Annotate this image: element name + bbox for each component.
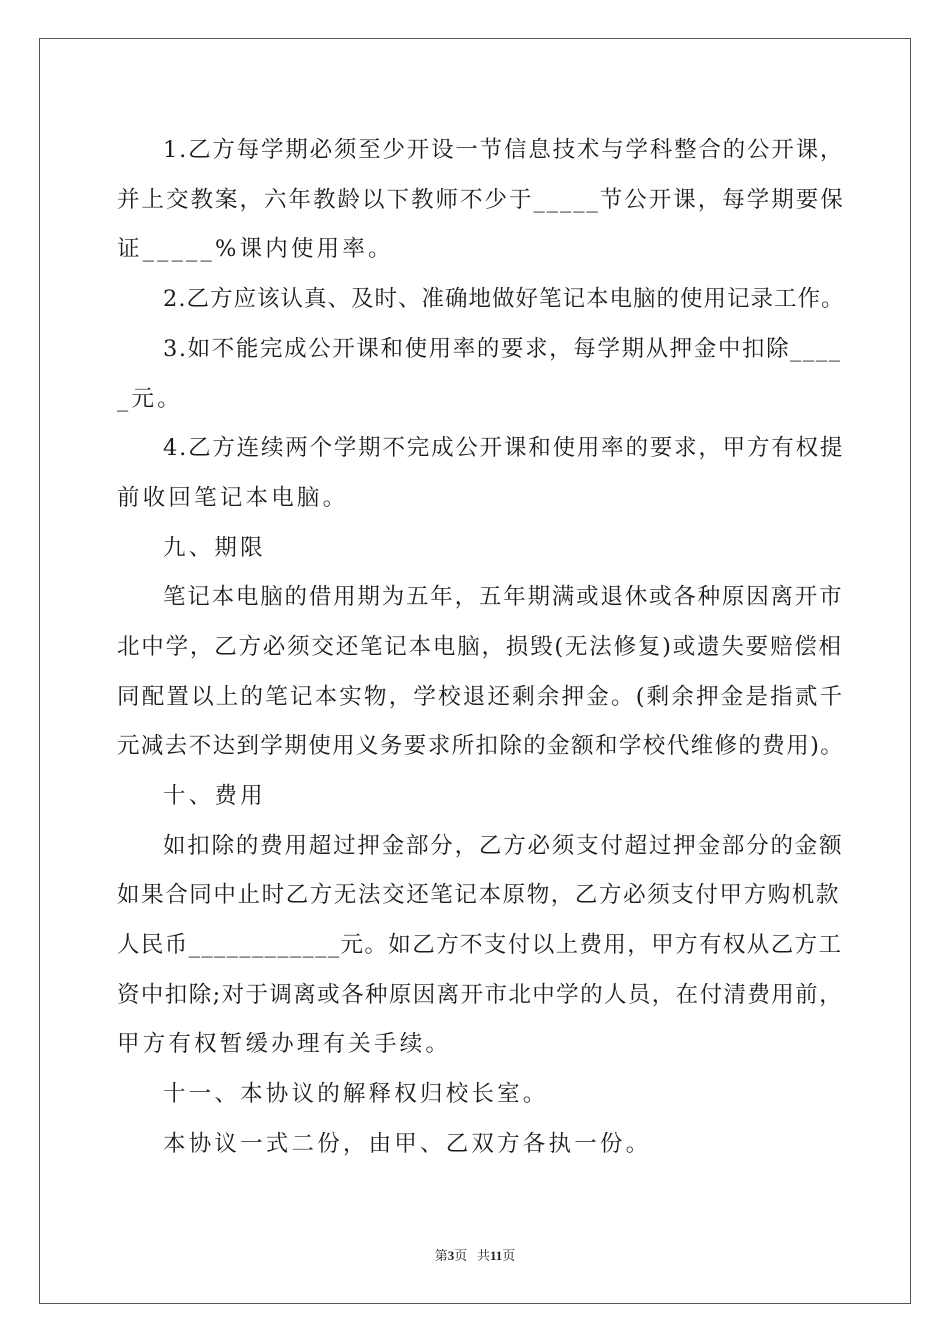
paragraph-line: 笔记本电脑的借用期为五年，五年期满或退休或各种原因离开市 xyxy=(163,584,844,610)
section-heading: 九、期限 xyxy=(163,535,266,561)
paragraph-line: 2.乙方应该认真、及时、准确地做好笔记本电脑的使用记录工作。 xyxy=(163,286,845,312)
paragraph-line: 资中扣除;对于调离或各种原因离开市北中学的人员，在付清费用前， xyxy=(117,982,843,1008)
paragraph-line: 北中学，乙方必须交还笔记本电脑，损毁(无法修复)或遗失要赔偿相 xyxy=(117,634,843,660)
paragraph-line: 人民币____________元。如乙方不支付以上费用，甲方有权从乙方工 xyxy=(117,932,843,958)
paragraph-line: 同配置以上的笔记本实物，学校退还剩余押金。(剩余押金是指贰千 xyxy=(117,684,845,710)
footer-suffix: 页 xyxy=(502,1248,516,1263)
footer-middle: 页 共 xyxy=(454,1248,490,1263)
paragraph-line: 元减去不达到学期使用义务要求所扣除的金额和学校代维修的费用)。 xyxy=(117,733,845,759)
section-heading: 十、费用 xyxy=(163,783,266,809)
paragraph-line: 如果合同中止时乙方无法交还笔记本原物，乙方必须支付甲方购机款 xyxy=(117,882,841,908)
paragraph-line: 前收回笔记本电脑。 xyxy=(117,485,349,511)
paragraph-line: 甲方有权暂缓办理有关手续。 xyxy=(117,1031,452,1057)
footer-current-page: 3 xyxy=(447,1248,455,1263)
footer-total-pages: 11 xyxy=(489,1248,503,1263)
paragraph-line: 本协议一式二份，由甲、乙双方各执一份。 xyxy=(163,1131,652,1157)
paragraph-line: _元。 xyxy=(117,386,183,412)
paragraph-line: 1.乙方每学期必须至少开设一节信息技术与学科整合的公开课， xyxy=(163,137,845,163)
paragraph-line: 证_____%课内使用率。 xyxy=(117,236,394,262)
paragraph-line: 4.乙方连续两个学期不完成公开课和使用率的要求，甲方有权提 xyxy=(163,435,845,461)
page-footer xyxy=(0,1245,950,1264)
page-border xyxy=(39,38,911,1304)
paragraph-line: 如扣除的费用超过押金部分，乙方必须支付超过押金部分的金额 xyxy=(163,833,844,859)
paragraph-line: 3.如不能完成公开课和使用率的要求，每学期从押金中扣除____ xyxy=(163,336,842,362)
paragraph-line: 并上交教案，六年教龄以下教师不少于_____节公开课，每学期要保 xyxy=(117,187,845,213)
footer-prefix: 第 xyxy=(434,1248,448,1263)
section-heading: 十一、本协议的解释权归校长室。 xyxy=(163,1081,549,1107)
